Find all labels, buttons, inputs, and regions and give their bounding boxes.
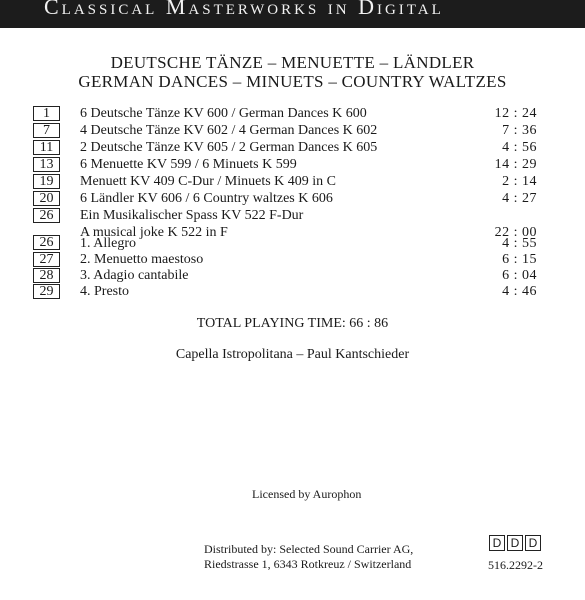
distributor-line1: Distributed by: Selected Sound Carrier AG, bbox=[204, 542, 414, 556]
track-subtitle: A musical joke K 522 in F bbox=[80, 225, 228, 240]
track-title: Ein Musikalischer Spass KV 522 F-Dur bbox=[80, 208, 304, 223]
track-time: 6 : 15 bbox=[502, 252, 537, 267]
banner-title: Classical Masterworks in Digital bbox=[44, 0, 444, 19]
track-time: 6 : 04 bbox=[502, 268, 537, 283]
track-number: 29 bbox=[33, 284, 60, 299]
track-number: 19 bbox=[33, 174, 60, 189]
track-time: 4 : 46 bbox=[502, 284, 537, 299]
track-time: 12 : 24 bbox=[494, 106, 537, 121]
track-number: 27 bbox=[33, 252, 60, 267]
track-time: 7 : 36 bbox=[502, 123, 537, 138]
movement-title: 4. Presto bbox=[80, 284, 129, 299]
track-time: 4 : 55 bbox=[502, 236, 537, 251]
track-number: 11 bbox=[33, 140, 60, 155]
track-title: 6 Deutsche Tänze KV 600 / German Dances K 600 bbox=[80, 106, 367, 121]
total-playing-time: TOTAL PLAYING TIME: 66 : 86 bbox=[196, 316, 389, 331]
track-number: 13 bbox=[33, 157, 60, 172]
movement-title: 1. Allegro bbox=[80, 236, 136, 251]
ddd-letter: D bbox=[489, 535, 505, 551]
track-time: 2 : 14 bbox=[502, 174, 537, 189]
ddd-letter: D bbox=[507, 535, 523, 551]
heading-english: GERMAN DANCES – MINUETS – COUNTRY WALTZES bbox=[78, 72, 507, 91]
track-title: 6 Ländler KV 606 / 6 Country waltzes K 606 bbox=[80, 191, 333, 206]
track-number: 28 bbox=[33, 268, 60, 283]
track-title: 6 Menuette KV 599 / 6 Minuets K 599 bbox=[80, 157, 297, 172]
heading-german: DEUTSCHE TÄNZE – MENUETTE – LÄNDLER bbox=[110, 53, 475, 72]
ddd-badge bbox=[489, 535, 541, 551]
license-text: Licensed by Aurophon bbox=[252, 487, 362, 501]
performers: Capella Istropolitana – Paul Kantschieder bbox=[175, 347, 410, 362]
track-time: 4 : 56 bbox=[502, 140, 537, 155]
track-title: Menuett KV 409 C-Dur / Minuets K 409 in C bbox=[80, 174, 337, 189]
track-number: 20 bbox=[33, 191, 60, 206]
track-title: 4 Deutsche Tänze KV 602 / 4 German Dances K 602 bbox=[80, 123, 378, 138]
title-banner bbox=[0, 0, 585, 28]
ddd-letter: D bbox=[525, 535, 541, 551]
track-time: 4 : 27 bbox=[502, 191, 537, 206]
catalog-number: 516.2292-2 bbox=[488, 558, 543, 572]
movement-title: 3. Adagio cantabile bbox=[80, 268, 189, 283]
track-title: 2 Deutsche Tänze KV 605 / 2 German Dances K 605 bbox=[80, 140, 378, 155]
track-time: 22 : 00 bbox=[494, 225, 537, 240]
track-time: 14 : 29 bbox=[494, 157, 537, 172]
movement-title: 2. Menuetto maestoso bbox=[80, 252, 204, 267]
track-number: 26 bbox=[33, 235, 60, 250]
distributor-line2: Riedstrasse 1, 6343 Rotkreuz / Switzerland bbox=[204, 557, 412, 571]
track-number: 1 bbox=[33, 106, 60, 121]
track-number: 26 bbox=[33, 208, 60, 223]
track-number: 7 bbox=[33, 123, 60, 138]
